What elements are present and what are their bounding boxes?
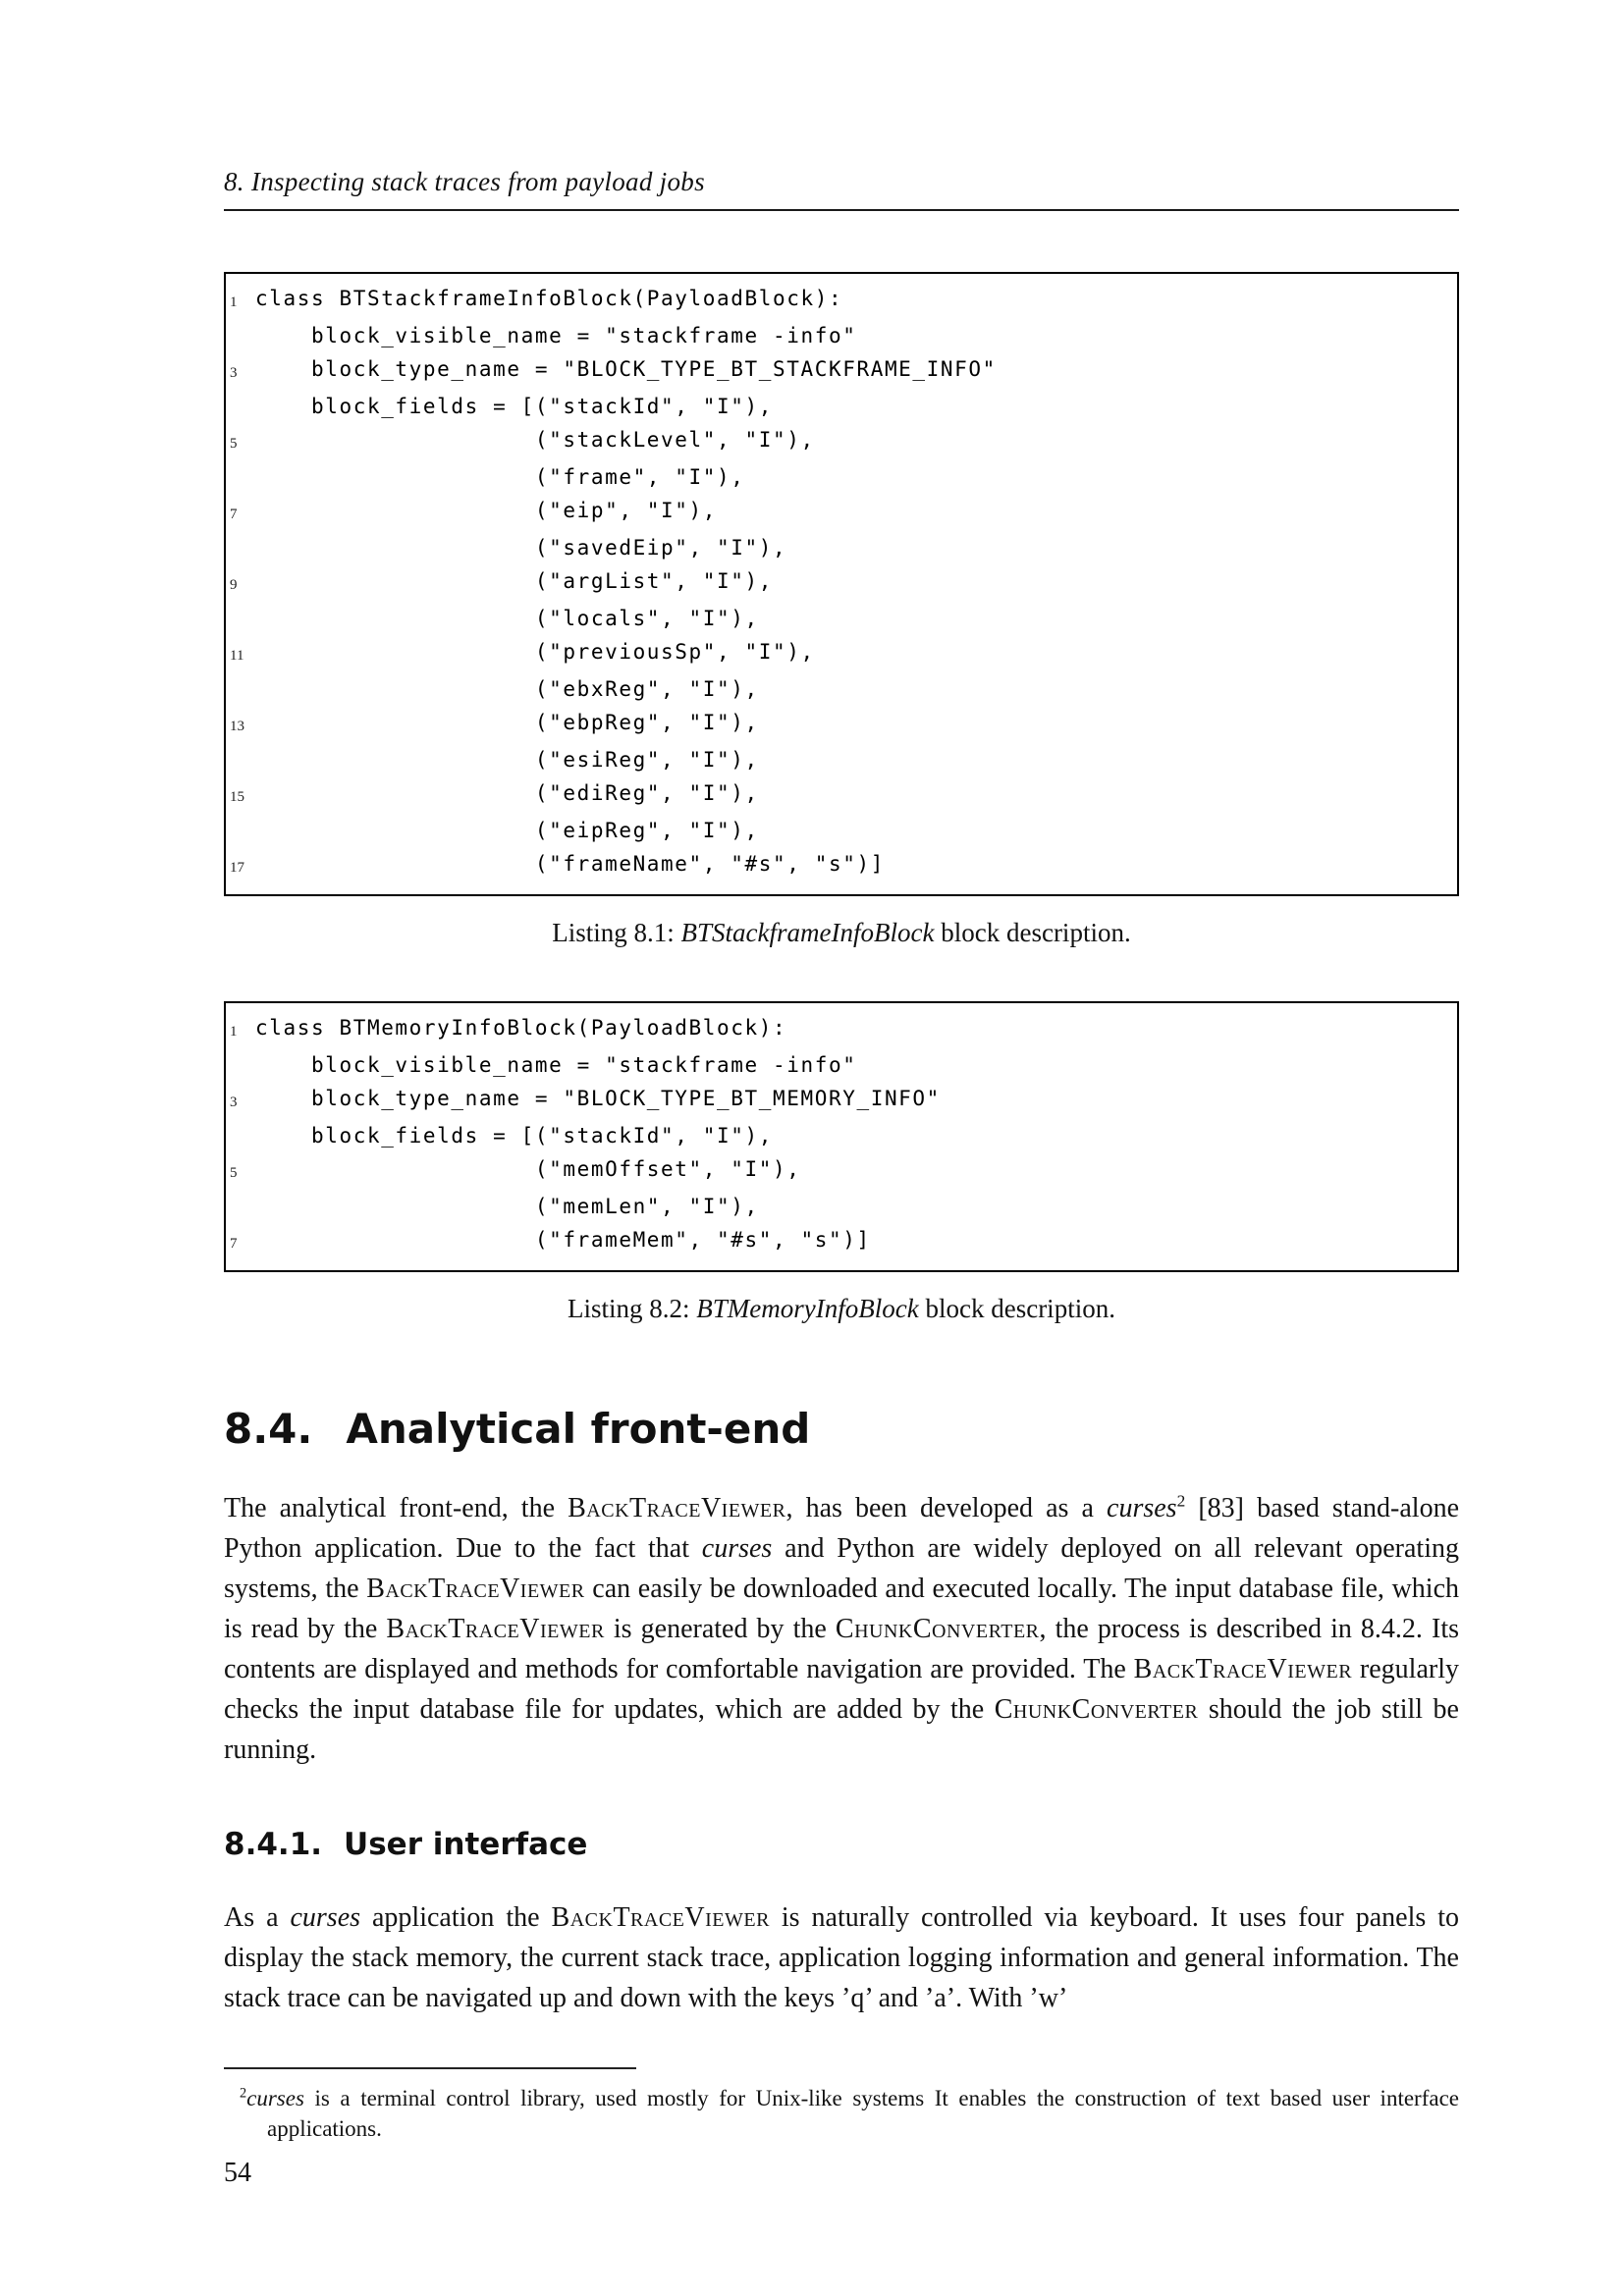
text-segment: application the	[360, 1902, 552, 1933]
code-text: ("argList", "I"),	[255, 569, 773, 593]
text-segment: BackTraceViewer	[568, 1493, 786, 1523]
running-header: 8. Inspecting stack traces from payload jobs	[224, 167, 705, 196]
line-number: 7	[230, 507, 238, 522]
section-title: Analytical front-end	[346, 1405, 811, 1453]
footnote-segment: is a terminal control library, used mostly for Unix-like systems It enables the construction of text based user interface applications.	[267, 2086, 1459, 2141]
code-line	[230, 352, 1447, 390]
caption-suffix: block description.	[918, 1294, 1115, 1323]
code-line	[230, 423, 1447, 460]
line-number	[230, 1119, 255, 1152]
line-number	[230, 460, 255, 494]
code-line	[230, 494, 1447, 531]
line-number	[230, 390, 255, 423]
code-text: ("locals", "I"),	[255, 607, 759, 630]
line-number	[230, 743, 255, 776]
line-number	[230, 1048, 255, 1082]
line-number: 13	[230, 719, 244, 734]
code-line	[230, 635, 1447, 672]
text-segment: BackTraceViewer	[551, 1902, 770, 1933]
code-text: ("memOffset", "I"),	[255, 1157, 801, 1181]
code-text: block_type_name = "BLOCK_TYPE_BT_MEMORY_INFO"	[255, 1087, 941, 1110]
line-number: 1	[230, 294, 238, 310]
caption-suffix: block description.	[934, 918, 1131, 947]
footnote-segment: curses	[246, 2086, 304, 2110]
code-line	[230, 776, 1447, 814]
code-line	[230, 1011, 1447, 1048]
section-heading	[224, 1405, 1459, 1453]
code-text: ("ebxReg", "I"),	[255, 677, 759, 701]
code-line	[230, 1119, 1447, 1152]
code-text: block_visible_name = "stackframe -info"	[255, 1053, 857, 1077]
line-number: 3	[230, 1095, 238, 1110]
line-number: 15	[230, 789, 244, 805]
section-number: 8.4.	[224, 1405, 313, 1453]
code-line	[230, 1048, 1447, 1082]
text-segment: should the job still be running.	[224, 1694, 1459, 1765]
code-text: block_visible_name = "stackframe -info"	[255, 324, 857, 347]
text-segment: ChunkConverter	[994, 1694, 1199, 1725]
code-text: ("ebpReg", "I"),	[255, 711, 759, 734]
code-line	[230, 743, 1447, 776]
text-segment: ChunkConverter	[835, 1614, 1040, 1644]
text-segment: curses	[1107, 1493, 1177, 1523]
paragraph-2	[224, 1897, 1459, 2018]
code-text: ("previousSp", "I"),	[255, 640, 815, 664]
line-number: 3	[230, 365, 238, 381]
code-listing-2	[224, 1001, 1459, 1324]
subsection-number: 8.4.1.	[224, 1827, 323, 1862]
text-segment: curses	[701, 1533, 773, 1564]
page-number: 54	[224, 2158, 251, 2188]
code-line	[230, 1190, 1447, 1223]
listing-2-caption	[224, 1294, 1459, 1324]
code-box-2	[224, 1001, 1459, 1272]
code-text: ("esiReg", "I"),	[255, 748, 759, 772]
line-number	[230, 531, 255, 564]
line-number	[230, 602, 255, 635]
caption-prefix: Listing 8.2:	[568, 1294, 697, 1323]
text-segment: and Python are widely deployed on all relevant operating systems, the	[224, 1533, 1459, 1604]
text-segment: is generated by the	[604, 1614, 836, 1644]
code-text: ("ediReg", "I"),	[255, 781, 759, 805]
text-segment: BackTraceViewer	[1133, 1654, 1353, 1684]
code-line	[230, 706, 1447, 743]
code-text: ("frameName", "#s", "s")]	[255, 852, 885, 876]
code-text: block_fields = [("stackId", "I"),	[255, 1124, 773, 1148]
text-segment: 2	[1176, 1491, 1186, 1511]
code-text: class BTMemoryInfoBlock(PayloadBlock):	[255, 1016, 787, 1040]
code-line	[230, 672, 1447, 706]
text-segment: , the process is described in 8.4.2. Its contents are displayed and methods for comfortable navigation are provided. The	[224, 1614, 1460, 1684]
header-rule	[224, 209, 1459, 211]
line-number	[230, 814, 255, 847]
line-number: 7	[230, 1236, 238, 1252]
line-number	[230, 1190, 255, 1223]
code-text: block_type_name = "BLOCK_TYPE_BT_STACKFRAME_INFO"	[255, 357, 997, 381]
code-box-1	[224, 272, 1459, 896]
text-segment: is naturally controlled via keyboard. It uses four panels to display the stack memory, the current stack trace, application logging information and general information. The stack trace can be navigated up and down with the keys ’q’ and ’a’. With ’w’	[224, 1902, 1459, 2013]
text-segment: BackTraceViewer	[386, 1614, 605, 1644]
code-listing-1	[224, 272, 1459, 948]
text-segment: The analytical front-end, the	[224, 1493, 568, 1523]
code-text: ("memLen", "I"),	[255, 1195, 759, 1218]
code-text: ("savedEip", "I"),	[255, 536, 787, 560]
code-line	[230, 564, 1447, 602]
paragraph-1	[224, 1488, 1459, 1770]
line-number: 11	[230, 648, 244, 664]
code-line	[230, 1223, 1447, 1260]
code-text: ("frame", "I"),	[255, 465, 745, 489]
line-number: 17	[230, 860, 244, 876]
footnote	[224, 2083, 1459, 2144]
code-line	[230, 1082, 1447, 1119]
subsection-heading	[224, 1827, 1459, 1862]
code-line	[230, 390, 1447, 423]
line-number	[230, 672, 255, 706]
code-line	[230, 847, 1447, 884]
text-segment: , has been developed as a	[785, 1493, 1108, 1523]
code-line	[230, 814, 1447, 847]
text-segment: regularly checks the input database file for updates, which are added by the	[224, 1654, 1459, 1725]
code-text: ("eipReg", "I"),	[255, 819, 759, 842]
text-segment: As a	[224, 1902, 291, 1933]
text-segment: can easily be downloaded and executed locally. The input database file, which is read by the	[224, 1574, 1460, 1644]
line-number: 9	[230, 577, 238, 593]
line-number: 1	[230, 1024, 238, 1040]
caption-code-name: BTMemoryInfoBlock	[696, 1294, 919, 1323]
caption-prefix: Listing 8.1:	[552, 918, 681, 947]
line-number	[230, 319, 255, 352]
text-segment: [83] based stand-alone Python application. Due to the fact that	[224, 1493, 1459, 1564]
subsection-title: User interface	[344, 1827, 588, 1862]
footnote-segment: 2	[240, 2085, 247, 2102]
code-text: ("frameMem", "#s", "s")]	[255, 1228, 871, 1252]
code-line	[230, 1152, 1447, 1190]
line-number: 5	[230, 1165, 238, 1181]
listing-1-caption	[224, 918, 1459, 948]
code-line	[230, 282, 1447, 319]
caption-code-name: BTStackframeInfoBlock	[680, 918, 935, 947]
code-line	[230, 602, 1447, 635]
line-number: 5	[230, 436, 238, 452]
code-text: ("eip", "I"),	[255, 499, 718, 522]
code-text: ("stackLevel", "I"),	[255, 428, 815, 452]
text-segment: BackTraceViewer	[366, 1574, 585, 1604]
code-text: block_fields = [("stackId", "I"),	[255, 395, 773, 418]
code-line	[230, 531, 1447, 564]
page-header	[224, 167, 1459, 211]
footnote-rule	[224, 2067, 636, 2069]
code-text: class BTStackframeInfoBlock(PayloadBlock):	[255, 287, 843, 310]
text-segment: curses	[290, 1902, 361, 1933]
code-line	[230, 460, 1447, 494]
code-line	[230, 319, 1447, 352]
